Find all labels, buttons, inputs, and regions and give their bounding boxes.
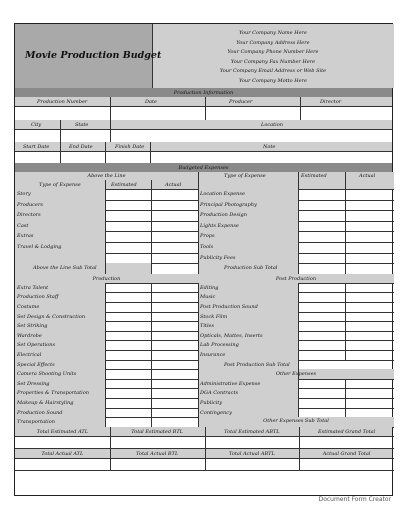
above-line-row-label: Travel & Lodging	[17, 244, 62, 250]
actual-total-label: Total Actual ABTL	[228, 450, 275, 457]
col-end-date: End Date	[69, 144, 93, 150]
form-title: Movie Production Budget	[25, 50, 162, 61]
estimated-total-label: Total Estimated BTL	[131, 428, 184, 435]
production-row-label: Set Striking	[17, 323, 48, 330]
other-expenses-heading: Other Expenses	[275, 371, 317, 378]
company-line: Your Company Email Address or Web Site	[219, 68, 327, 74]
post-production-row-label: Titles	[200, 323, 215, 330]
amount-cell[interactable]	[298, 292, 394, 302]
above-line-row-label: Directors	[17, 212, 41, 219]
grid-line	[299, 427, 300, 448]
estimated-total-value[interactable]	[15, 436, 110, 448]
production-row-label: Costume	[17, 304, 40, 310]
post-production-heading: Post Production	[275, 275, 317, 282]
col-state: State	[75, 122, 89, 128]
grid-line	[345, 172, 346, 274]
company-line: Your Company Fax Number Here	[230, 58, 316, 65]
production-row-label: Electrical	[17, 352, 42, 358]
post-production-row-label: Lab Processing	[200, 342, 239, 349]
amount-cell[interactable]	[298, 189, 394, 200]
grid-line	[105, 180, 106, 274]
footer-brand: Document Form Creator	[318, 496, 391, 503]
col-finish-date: Finish Date	[115, 144, 145, 150]
actual-total-value[interactable]	[205, 458, 300, 470]
company-line: Your Company Motto Here	[239, 77, 307, 84]
amount-cell[interactable]	[298, 242, 394, 253]
other-expenses-row-label: Administrative Expense	[200, 380, 261, 387]
amount-cell[interactable]	[298, 379, 394, 389]
amount-cell[interactable]	[298, 221, 394, 232]
grid-line	[198, 172, 199, 274]
type-expense-row-label: Tools	[200, 244, 214, 250]
post-production-row-label: Insurance	[200, 352, 226, 358]
post-production-row-label: Opticals, Mattes, Inserts	[200, 332, 263, 339]
row-label-bg	[15, 253, 105, 264]
production-row-label: Set Dressing	[17, 380, 50, 387]
type-expense-subtotal: Production Sub Total	[224, 265, 278, 272]
grid-line	[298, 283, 299, 417]
col-start-date: Start Date	[23, 144, 50, 150]
amount-cell[interactable]	[298, 408, 394, 418]
grid-line	[110, 427, 111, 448]
col-estimated: Estimated	[111, 182, 137, 188]
company-line: Your Company Phone Number Here	[227, 49, 319, 55]
amount-cell[interactable]	[298, 350, 394, 360]
col-note: Note	[263, 144, 276, 150]
other-expenses-subtotal: Other Expenses Sub Total	[263, 418, 329, 425]
amount-cell[interactable]	[298, 302, 394, 312]
type-expense-heading: Type of Expense	[224, 173, 266, 179]
amount-cell[interactable]	[298, 253, 394, 264]
estimated-total-value[interactable]	[110, 436, 205, 448]
production-info-heading: Production Information	[173, 90, 234, 96]
production-row-label: Production Sound	[17, 409, 63, 416]
col-director: Director	[320, 99, 342, 105]
production-row-label: Wardrobe	[17, 332, 42, 339]
type-expense-row-label: Publicity Fees	[200, 254, 236, 261]
post-production-row-label: Editing	[200, 284, 219, 291]
grid-line	[151, 189, 152, 274]
production-row-label: Set Design & Construction	[17, 313, 86, 320]
production-heading: Production	[92, 275, 121, 282]
row-label-bg	[15, 221, 105, 232]
company-line: Your Company Address Here	[236, 39, 310, 46]
production-row-label: Special Effects	[17, 361, 55, 368]
amount-cell[interactable]	[298, 340, 394, 350]
above-line-heading: Above the Line	[87, 173, 126, 179]
budget-heading: Budgeted Expenses	[178, 165, 229, 171]
post-production-row-label: Music	[200, 294, 216, 301]
col-actual: Actual	[359, 173, 376, 179]
above-line-row-label: Extras	[17, 233, 34, 240]
col-actual: Actual	[165, 182, 182, 188]
col-city: City	[31, 122, 42, 128]
grid-line	[151, 283, 152, 427]
above-line-row-label: Story	[17, 191, 31, 197]
grid-line	[298, 172, 299, 274]
grid-line	[110, 449, 111, 470]
other-expenses-row-label: Contingency	[200, 409, 232, 416]
estimated-total-value[interactable]	[205, 436, 300, 448]
estimated-total-label: Total Estimated ABTL	[224, 428, 280, 435]
amount-cell[interactable]	[298, 283, 394, 293]
post-production-row-label: Post Production Sound	[200, 304, 258, 310]
budget-form	[14, 23, 393, 496]
amount-cell[interactable]	[298, 321, 394, 331]
amount-cell[interactable]	[298, 388, 394, 398]
actual-total-label: Actual Grand Total	[322, 450, 371, 457]
production-row-label: Camera Shooting Units	[17, 371, 77, 378]
grid-line	[205, 427, 206, 448]
above-line-row-label: Cast	[17, 222, 29, 229]
estimated-total-label: Total Estimated ATL	[36, 428, 89, 435]
grid-line	[345, 379, 346, 417]
actual-total-value[interactable]	[110, 458, 205, 470]
production-row-label: Properties & Transportation	[17, 390, 89, 397]
amount-cell[interactable]	[298, 231, 394, 242]
type-expense-row-label: Principal Photography	[200, 201, 257, 208]
production-info-entry[interactable]	[15, 106, 392, 120]
estimated-total-label: Estimated Grand Total	[318, 428, 376, 435]
grid-line	[205, 449, 206, 470]
grid-line	[299, 449, 300, 470]
actual-total-label: Total Actual ATL	[41, 450, 84, 457]
amount-cell[interactable]	[298, 331, 394, 341]
col-location: Location	[261, 122, 283, 128]
production-row-label: Production Staff	[17, 294, 59, 301]
col-producer: Producer	[229, 99, 253, 105]
amount-cell[interactable]	[298, 210, 394, 221]
amount-cell[interactable]	[298, 312, 394, 322]
post-production-subtotal: Post Production Sub Total	[224, 361, 290, 368]
col-date: Date	[145, 99, 157, 105]
above-line-row-label: Producers	[17, 201, 43, 208]
amount-cell[interactable]	[298, 398, 394, 408]
type-expense-row-label: Production Design	[200, 212, 247, 219]
type-expense-row-label: Lights Expense	[200, 222, 239, 229]
production-row-label: Extra Talent	[17, 284, 49, 291]
actual-total-label: Total Actual BTL	[135, 450, 179, 457]
above-line-subtotal: Above the Line Sub Total	[33, 265, 97, 272]
estimated-total-value[interactable]	[299, 436, 394, 448]
grid-line	[198, 283, 199, 427]
other-expenses-row-label: Publicity	[200, 400, 223, 406]
grid-line	[15, 470, 394, 471]
production-row-label: Makeup & Hairstyling	[17, 400, 74, 406]
production-row-label: Transportation	[17, 419, 55, 426]
other-expenses-row-label: DGA Contracts	[200, 390, 239, 397]
production-row-label: Set Operations	[17, 342, 56, 349]
type-expense-row-label: Location Expense	[200, 191, 245, 197]
company-line: Your Company Name Here	[239, 30, 307, 36]
col-production-number: Production Number	[37, 99, 88, 105]
col-type-of-expense: Type of Expense	[39, 182, 81, 188]
col-estimated: Estimated	[301, 173, 327, 179]
amount-cell[interactable]	[298, 200, 394, 211]
actual-total-value[interactable]	[15, 458, 110, 470]
type-expense-row-label: Props	[200, 233, 215, 240]
grid-line	[105, 283, 106, 427]
grid-line	[345, 283, 346, 360]
post-production-row-label: Stock Film	[200, 313, 228, 320]
actual-total-value[interactable]	[299, 458, 394, 470]
